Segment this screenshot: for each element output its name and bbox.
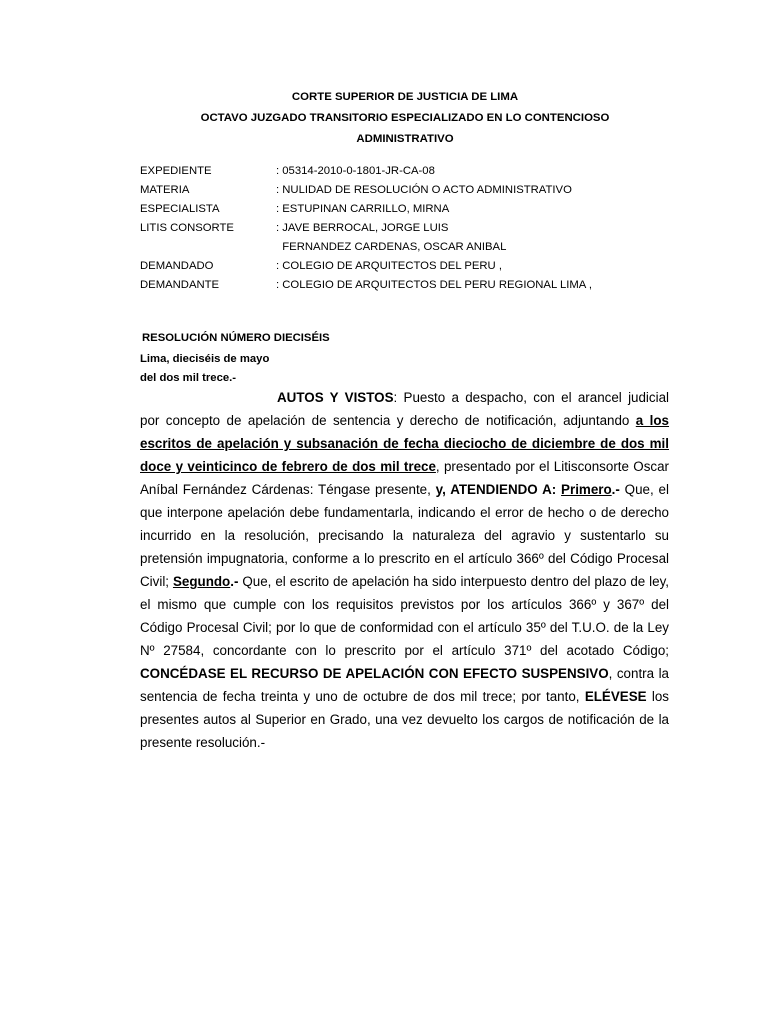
court-division: OCTAVO JUZGADO TRANSITORIO ESPECIALIZADO EN LO CONTENCIOSO xyxy=(200,112,610,124)
field-value: : COLEGIO DE ARQUITECTOS DEL PERU REGIONAL LIMA , xyxy=(276,279,592,291)
field-label: ESPECIALISTA xyxy=(140,203,220,215)
field-label: DEMANDANTE xyxy=(140,279,220,291)
body-emphasis: a los escritos de apelación y subsanación de fecha dieciocho de diciembre de dos mil doce y veinticinco de febrero de dos mil trece xyxy=(140,413,670,474)
field-value: : JAVE BERROCAL, JORGE LUIS xyxy=(276,222,449,234)
field-label: LITIS CONSORTE xyxy=(140,222,234,234)
atendiendo-a: y, ATENDIENDO A: xyxy=(435,482,562,497)
field-row-litis-consorte xyxy=(140,219,592,238)
court-division-cont: ADMINISTRATIVO xyxy=(356,133,454,145)
field-row-litis-consorte-2 xyxy=(140,238,592,257)
body-text: Que, el que interpone apelación debe fundamentarla, indicando el error de hecho o de derecho incurrido en la resolución, precisando la naturaleza del agravio y sustentarlo su pretensión impugnatoria, conforme a lo prescrito en el artículo 366º del Código Procesal Civil; xyxy=(140,482,669,589)
resolution-date-line2: del dos mil trece.- xyxy=(140,372,237,384)
field-value: : NULIDAD DE RESOLUCIÓN O ACTO ADMINISTRATIVO xyxy=(276,184,572,196)
autos-y-vistos: AUTOS Y VISTOS xyxy=(277,390,394,405)
primero-heading: Primero xyxy=(561,482,612,497)
field-value: : 05314-2010-0-1801-JR-CA-08 xyxy=(276,165,435,177)
court-name: CORTE SUPERIOR DE JUSTICIA DE LIMA xyxy=(291,91,519,103)
resolution-date-line1: Lima, dieciséis de mayo xyxy=(140,353,270,365)
elevese-order: ELÉVESE xyxy=(584,689,647,704)
primero-suffix: .- xyxy=(611,482,620,497)
body-text: los presentes autos al Superior en Grado, una vez devuelto los cargos de notificación de la presente resolución.- xyxy=(140,689,670,750)
body-text: , contra la sentencia de fecha treinta y uno de octubre de dos mil trece; por tanto, xyxy=(140,666,669,704)
case-fields xyxy=(140,162,592,295)
body-text: , presentado por el Litisconsorte Oscar Aníbal Fernández Cárdenas: Téngase presente, xyxy=(140,459,669,497)
segundo-heading: Segundo xyxy=(172,574,231,589)
segundo-suffix: .- xyxy=(230,574,239,589)
resolution-date xyxy=(140,350,269,388)
court-header xyxy=(140,87,670,150)
resolution-body xyxy=(140,386,669,754)
field-value: FERNANDEZ CARDENAS, OSCAR ANIBAL xyxy=(276,241,507,253)
field-label: MATERIA xyxy=(140,184,190,196)
body-text: Que, el escrito de apelación ha sido interpuesto dentro del plazo de ley, el mismo que cumple con los requisitos previstos por los artículos 366º y 367º del Código Procesal Civil; por lo que de conformidad con el artículo 35º del T.U.O. de la Ley Nº 27584, concordante con lo prescrito por el artículo 371º del acotado Código; xyxy=(140,574,670,658)
field-row-demandante xyxy=(140,276,592,295)
resolution-title: RESOLUCIÓN NÚMERO DIECISÉIS xyxy=(142,332,330,344)
field-value: : COLEGIO DE ARQUITECTOS DEL PERU , xyxy=(276,260,502,272)
body-text: : Puesto a despacho, con el arancel judicial por concepto de apelación de sentencia y derecho de notificación, adjuntando xyxy=(140,390,670,428)
field-row-expediente xyxy=(140,162,592,181)
concedase-order: CONCÉDASE EL RECURSO DE APELACIÓN CON EFECTO SUSPENSIVO xyxy=(140,666,609,681)
field-label: EXPEDIENTE xyxy=(140,165,212,177)
field-row-especialista xyxy=(140,200,592,219)
field-label xyxy=(140,238,276,257)
field-row-demandado xyxy=(140,257,592,276)
field-label: DEMANDADO xyxy=(140,260,214,272)
field-row-materia xyxy=(140,181,592,200)
field-value: : ESTUPINAN CARRILLO, MIRNA xyxy=(276,203,450,215)
